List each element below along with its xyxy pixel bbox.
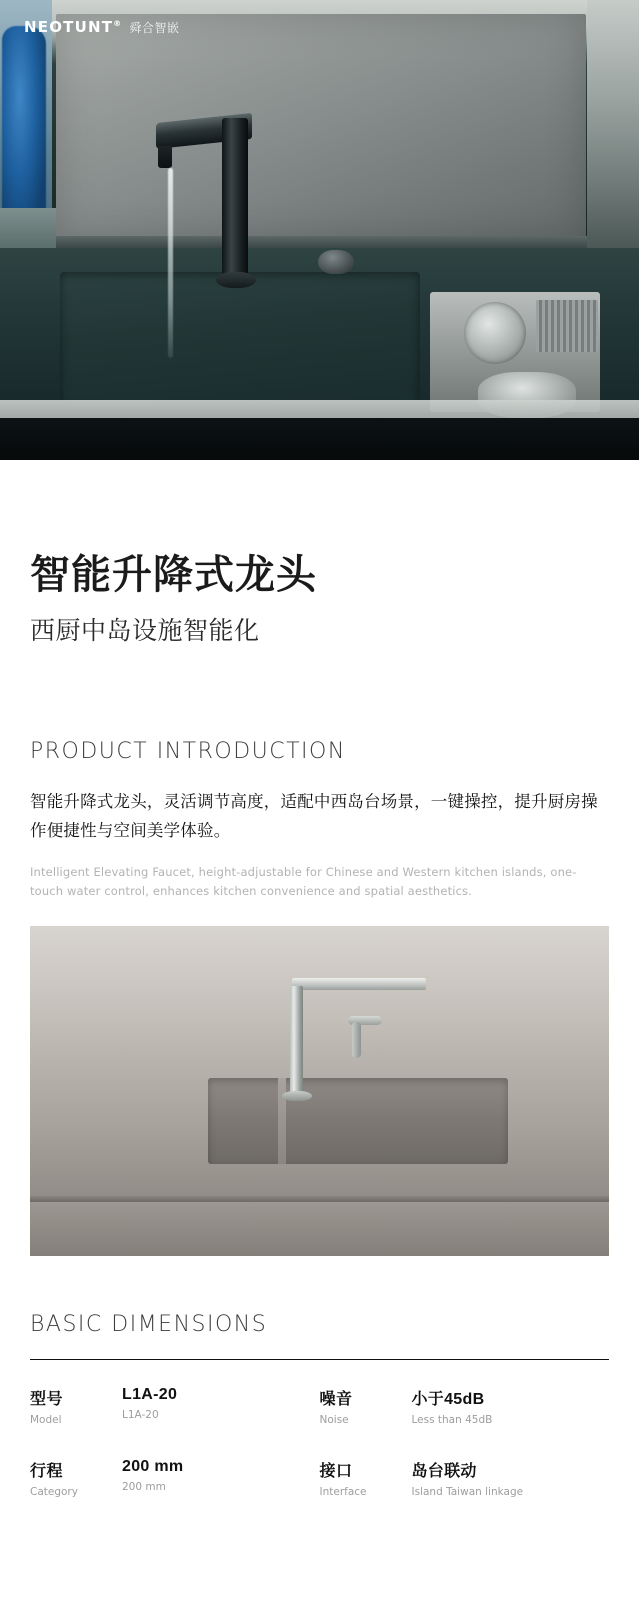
- spec-label-group: [30, 1386, 102, 1426]
- brand-logo-cn: 舜合智嵌: [129, 20, 180, 35]
- title-block: [0, 460, 639, 647]
- hero-back-panel: [56, 14, 586, 242]
- hero-water-stream: [168, 168, 173, 358]
- hero-sink-basin: [60, 272, 420, 410]
- spec-label-cn: 接口: [319, 1463, 353, 1481]
- product-photo: [30, 926, 609, 1256]
- spec-value-cn: L1A-20: [122, 1386, 178, 1404]
- product-introduction-body-cn: 智能升降式龙头，灵活调节高度，适配中西岛台场景，一键操控，提升厨房操作便捷性与空间美学体验。: [30, 793, 598, 840]
- spec-value-en: L1A-20: [122, 1409, 159, 1422]
- hero-faucet-column: [222, 118, 248, 286]
- spec-value-group: [122, 1386, 177, 1426]
- hero-faucet-spout: [158, 146, 172, 168]
- product-introduction-section: [0, 647, 639, 900]
- spec-label-group: [320, 1458, 392, 1498]
- hero-faucet-base: [216, 272, 256, 288]
- spec-item-travel: [30, 1458, 320, 1498]
- product-photo-basin: [208, 1078, 508, 1164]
- spec-value-en: 200 mm: [122, 1481, 166, 1494]
- brand-logo: [24, 18, 179, 36]
- product-photo-basin-divider: [278, 1078, 286, 1164]
- basic-dimensions-section: [0, 1256, 639, 1498]
- spec-value-en: Island Taiwan linkage: [411, 1486, 524, 1499]
- product-photo-cabinet-front: [30, 1202, 609, 1256]
- product-photo-faucet-arm: [292, 978, 426, 990]
- product-photo-wall: [30, 926, 609, 1076]
- basic-dimensions-heading: BASIC DIMENSIONS: [30, 1312, 268, 1338]
- brand-registered-icon: ®: [113, 19, 123, 28]
- spec-value-group: [412, 1458, 524, 1498]
- page-subtitle: 西厨中岛设施智能化: [30, 617, 260, 646]
- spec-value-cn: 小于45dB: [411, 1391, 485, 1409]
- spec-label-cn: 型号: [30, 1391, 64, 1409]
- spec-value-group: [122, 1458, 183, 1498]
- spec-label-group: [320, 1386, 392, 1426]
- product-introduction-heading: PRODUCT INTRODUCTION: [30, 739, 346, 765]
- divider: [30, 1359, 609, 1360]
- hero-control-knob: [318, 250, 354, 274]
- spec-label-en: Interface: [319, 1486, 367, 1499]
- spec-label-en: Model: [30, 1414, 62, 1427]
- hero-floor: [0, 418, 639, 460]
- product-photo-faucet-column: [290, 986, 303, 1096]
- spec-label-cn: 行程: [30, 1463, 64, 1481]
- page-title: 智能升降式龙头: [30, 553, 317, 597]
- hero-grate: [536, 300, 598, 352]
- hero-back-panel-edge: [56, 236, 590, 248]
- product-photo-faucet-base: [282, 1091, 312, 1101]
- spec-value-cn: 岛台联动: [411, 1463, 477, 1481]
- product-introduction-body-en: Intelligent Elevating Faucet, height-adjustable for Chinese and Western kitchen islands, one-touch water control, enhances kitchen convenience and spatial aesthetics.: [30, 864, 577, 898]
- hero-blue-decor-object: [2, 26, 46, 226]
- spec-grid: [30, 1386, 609, 1498]
- spec-value-en: Less than 45dB: [411, 1414, 493, 1427]
- spec-label-en: Noise: [319, 1414, 349, 1427]
- hero-right-window: [587, 0, 639, 248]
- spec-item-interface: [320, 1458, 610, 1498]
- brand-logo-text: NEOTUNT: [24, 18, 114, 36]
- spec-item-model: [30, 1386, 320, 1426]
- spec-label-group: [30, 1458, 102, 1498]
- product-photo-knob: [352, 1022, 361, 1058]
- hero-drain-circle: [464, 302, 526, 364]
- spec-label-en: Category: [30, 1486, 78, 1499]
- brand-logo-mark: [24, 18, 122, 36]
- spec-label-cn: 噪音: [319, 1391, 353, 1409]
- hero-image: [0, 0, 639, 460]
- spec-value-cn: 200 mm: [122, 1458, 184, 1476]
- spec-item-noise: [320, 1386, 610, 1426]
- spec-value-group: [412, 1386, 493, 1426]
